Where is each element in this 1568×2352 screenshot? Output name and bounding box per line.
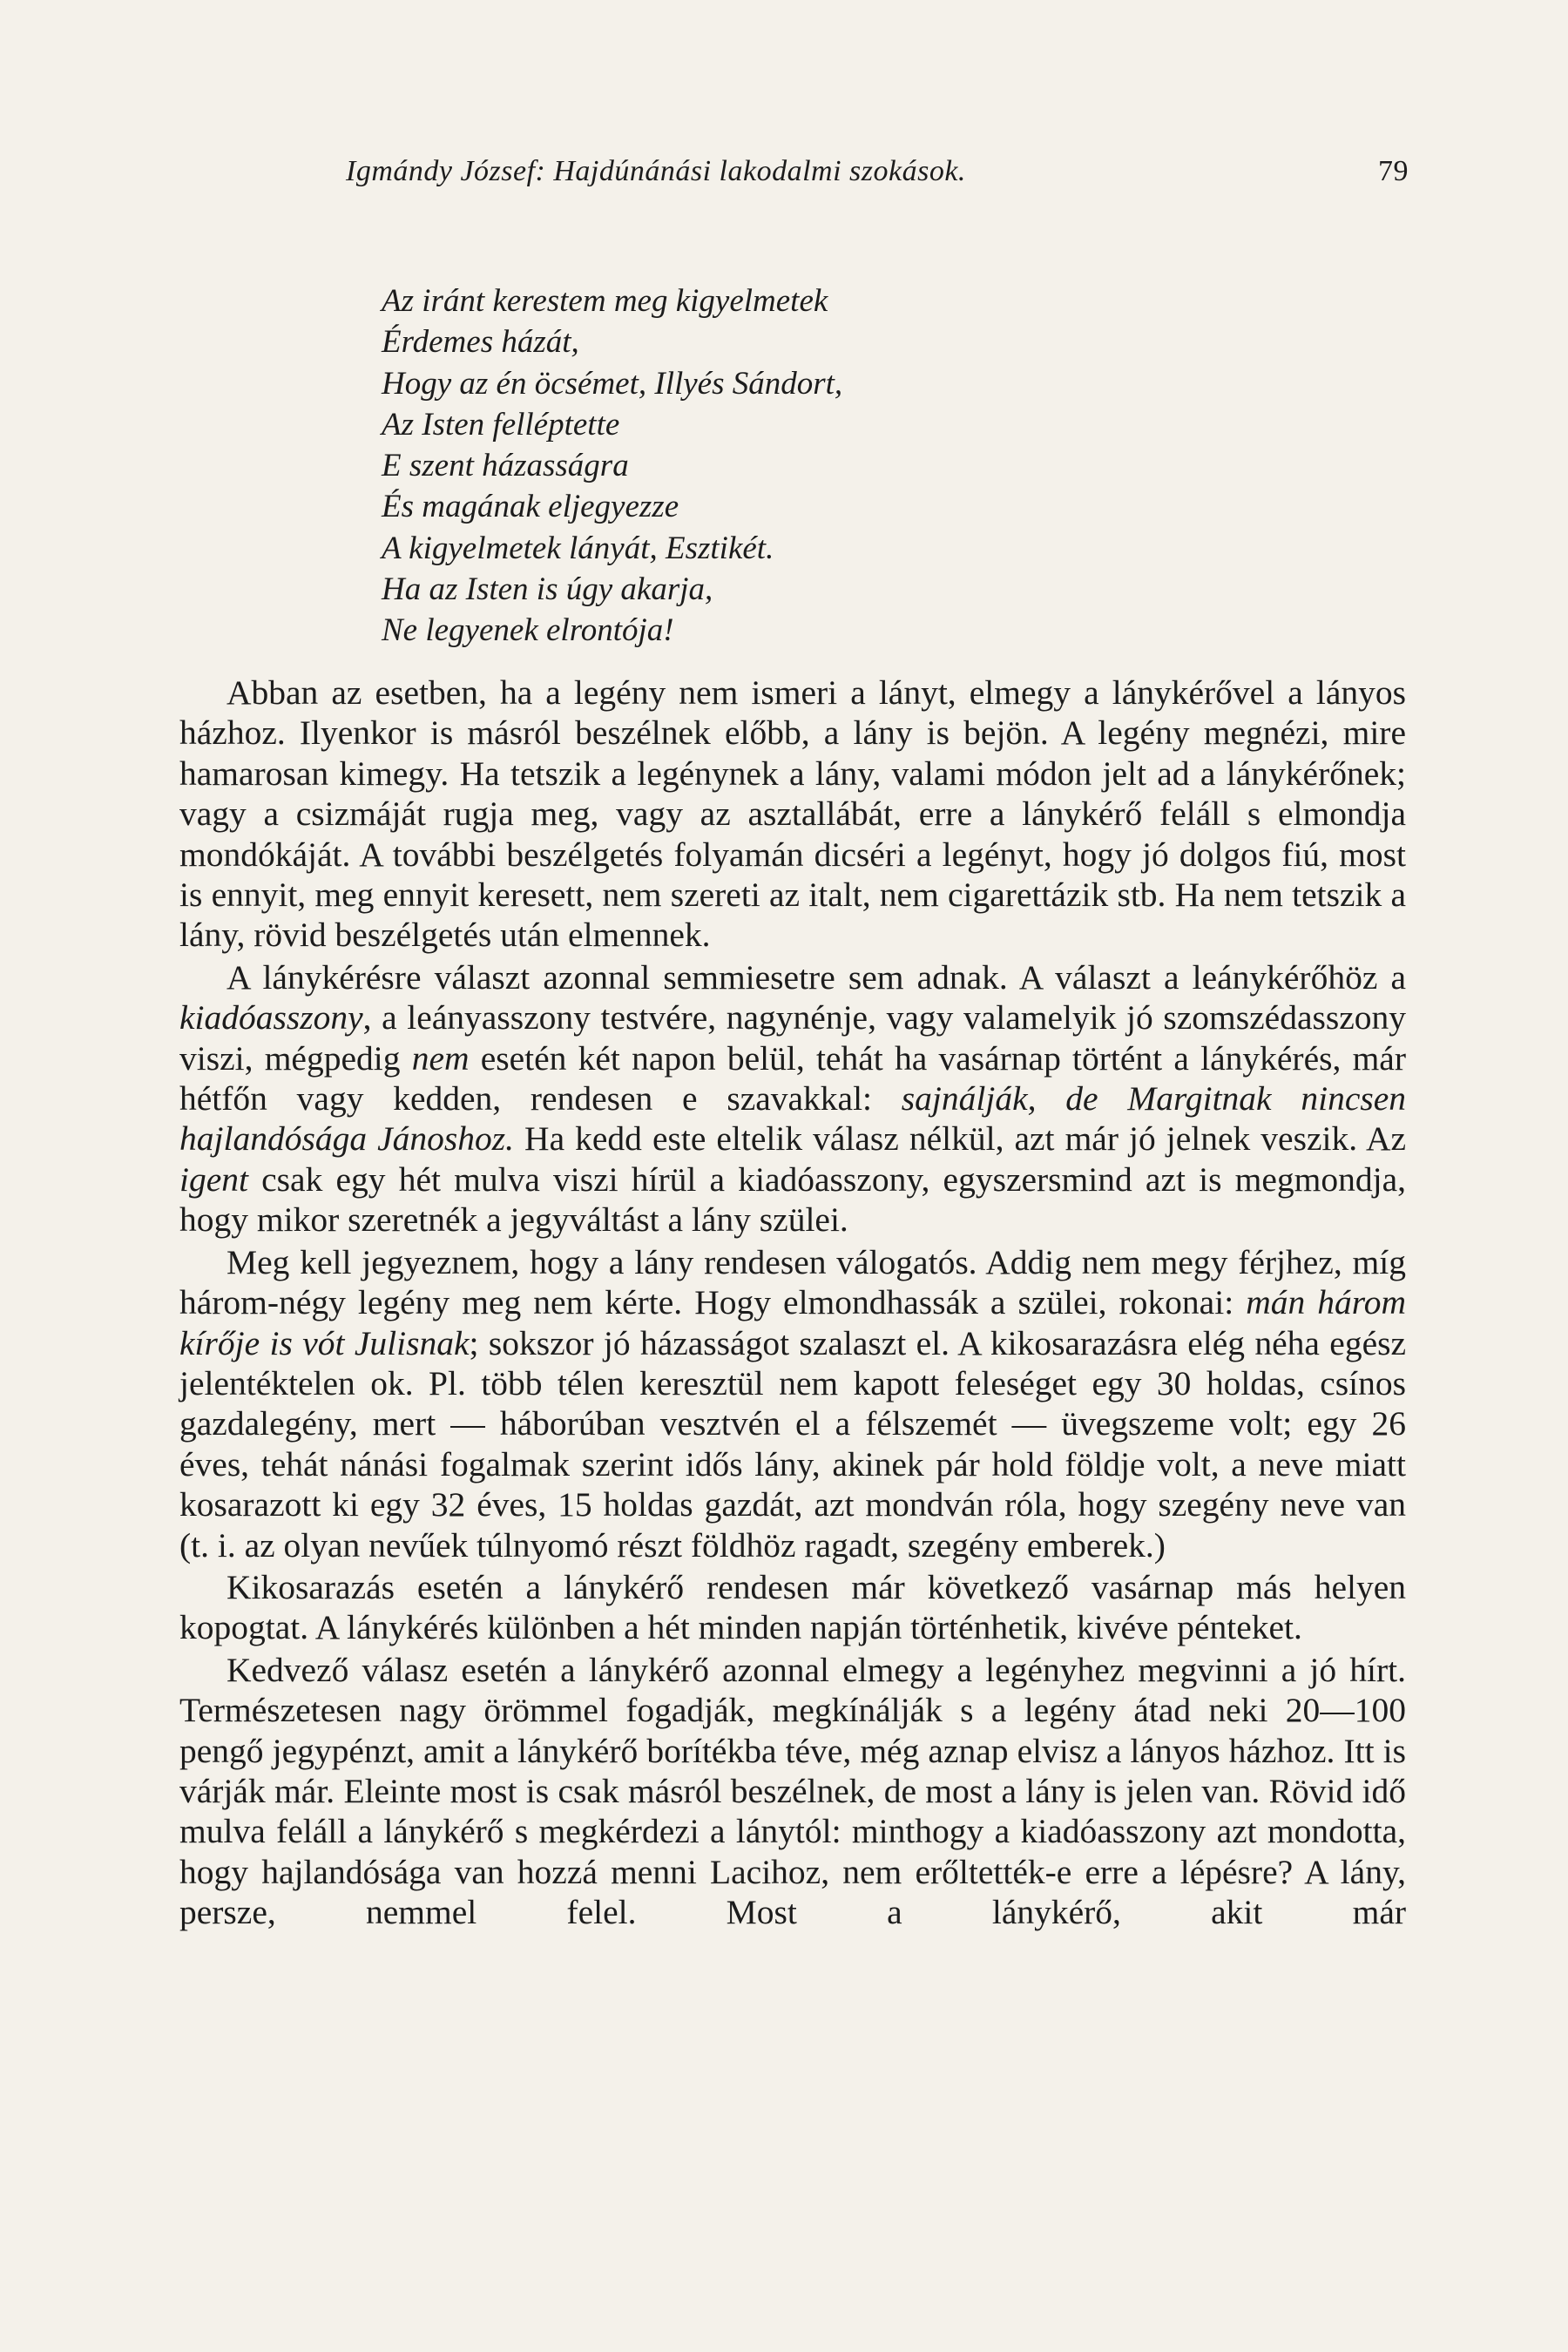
verse-line: És magának eljegyezze: [382, 489, 679, 525]
verse-line: Ha az Isten is úgy akarja,: [382, 571, 713, 608]
verse-line: Hogy az én öcsémet, Illyés Sándort,: [382, 365, 843, 402]
text-run: A lánykérésre választ azonnal semmiesetre sem adnak. A választ a leánykérőhöz a: [226, 957, 1406, 997]
italic-term: nem: [411, 1038, 470, 1078]
verse-line: Az iránt kerestem meg kigyelmetek: [382, 283, 828, 319]
verse-line: A kigyelmetek lányát, Esztikét.: [382, 530, 774, 566]
text-run: Meg kell jegyeznem, hogy a lány rendesen válogatós. Addig nem megy férjhez, míg három-négy legény meg nem kérte. Hogy elmondhassák a szülei, rokonai:: [179, 1242, 1406, 1322]
paragraph: [179, 957, 1406, 1240]
italic-quote: mán három kírője is vót Julisnak: [179, 1283, 1406, 1362]
verse-line: Ne legyenek elrontója!: [382, 612, 674, 649]
page-number: 79: [1378, 155, 1409, 187]
body-text: [179, 672, 1406, 1935]
italic-quote: sajnálják, de Margitnak nincsen hajlandósága Jánoshoz.: [179, 1079, 1407, 1159]
verse-line: Érdemes házát,: [382, 324, 579, 361]
text-run: csak egy hét mulva viszi hírül a kiadóasszony, egyszersmind azt is megmondja, hogy mikor szeretnék a jegyváltást a lány szülei.: [179, 1159, 1406, 1240]
paragraph: Kikosarazás esetén a lánykérő rendesen már következő vasárnap más helyen kopogtat. A lánykérés különben a hét minden napján történhetik, kivéve pénteket.: [179, 1567, 1406, 1647]
text-run: Ha kedd este eltelik válasz nélkül, azt már jó jelnek veszik. Az: [514, 1119, 1406, 1159]
paragraph: [179, 1242, 1406, 1565]
paragraph: Abban az esetben, ha a legény nem ismeri a lányt, elmegy a lánykérővel a lányos házhoz. Ilyenkor is másról beszélnek előbb, a lány is bejön. A legény megnézi, mire hamarosan kimegy. Ha tetszik a legénynek a lány, valami módon jelt ad a lánykérőnek; vagy a csizmáját rugja meg, vagy az asztallábát, erre a lánykérő feláll s elmondja mondókáját. A további beszélgetés folyamán dicséri a legényt, hogy jó dolgos fiú, most is ennyit, meg ennyit keresett, nem szereti az italt, nem cigarettázik stb. Ha nem tetszik a lány, rövid beszélgetés után elmennek.: [179, 673, 1406, 955]
running-title: Igmándy József: Hajdúnánási lakodalmi szokások.: [346, 155, 966, 187]
italic-term: kiadóasszony: [179, 998, 363, 1037]
running-header: [231, 155, 1409, 200]
paragraph: Kedvező válasz esetén a lánykérő azonnal elmegy a legényhez megvinni a jó hírt. Természetesen nagy örömmel fogadják, megkínálják s a legény átad neki 20—100 pengő jegypénzt, amit a lánykérő borítékba téve, még aznap elvisz a lányos házhoz. Itt is várják már. Eleinte most is csak másról beszélnek, de most a lány is jelen van. Rövid idő mulva feláll a lánykérő s megkérdezi a lánytól: minthogy a kiadóasszony azt mondotta, hogy hajlandósága van hozzá menni Lacihoz, nem erőltették-e erre a lépésre? A lány, persze, nemmel felel. Most a lánykérő, akit már: [179, 1650, 1406, 1932]
quoted-verse: [382, 280, 1166, 652]
verse-line: E szent házasságra: [382, 448, 629, 484]
italic-term: igent: [179, 1159, 248, 1199]
text-run: , a leányasszony testvére, nagynénje, vagy valamelyik jó szomszédasszony viszi, mégpedig: [179, 998, 1406, 1078]
text-run: ; sokszor jó házasságot szalaszt el. A kikosarazásra elég néha egész jelentéktelen ok. Pl. több télen keresztül nem kapott feleséget egy 30 holdas, csínos gazdalegény, mert — háborúban vesztvén el a félszemét — üvegszeme volt; egy 26 éves, tehát nánási fogalmak szerint idős lány, akinek pár hold földje volt, a neve miatt kosarazott ki egy 32 éves, 15 holdas gazdát, azt mondván róla, hogy szegény neve van (t. i. az olyan nevűek túlnyomó részt földhöz ragadt, szegény emberek.): [179, 1323, 1406, 1565]
verse-line: Az Isten felléptette: [382, 406, 620, 443]
text-run: esetén két napon belül, tehát ha vasárnap történt a lánykérés, már hétfőn vagy kedden, rendesen e szavakkal:: [179, 1038, 1406, 1119]
